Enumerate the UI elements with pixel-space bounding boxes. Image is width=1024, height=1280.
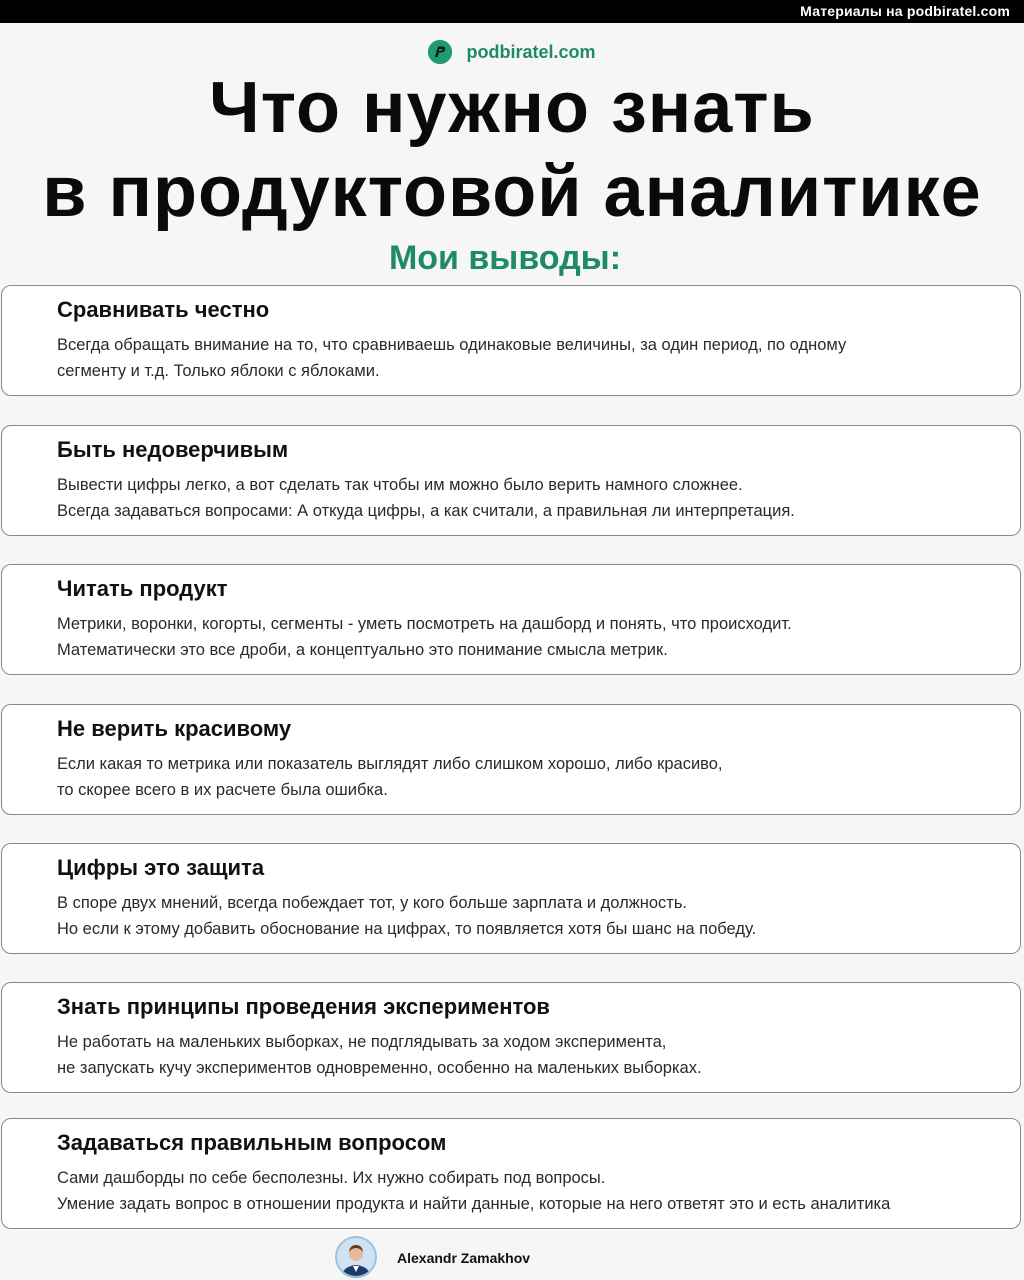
- brand-name[interactable]: podbiratel.com: [466, 41, 596, 62]
- card-body-line: Математически это все дроби, а концептуально это понимание смысла метрик.: [57, 641, 668, 659]
- author-avatar: [335, 1236, 377, 1278]
- card-body-line: Сами дашборды по себе бесполезны. Их нужно собирать под вопросы.: [57, 1169, 606, 1187]
- top-bar-text: Материалы на podbiratel.com: [800, 3, 1010, 19]
- card-body-line: Если какая то метрика или показатель выглядят либо слишком хорошо, либо красиво,: [57, 755, 723, 773]
- brand: [0, 40, 1024, 64]
- card-compare-honestly: [1, 285, 1021, 396]
- card-right-question: [1, 1118, 1021, 1229]
- card-title: Цифры это защита: [57, 855, 265, 880]
- card-title: Читать продукт: [57, 576, 228, 601]
- card-body-line: В споре двух мнений, всегда побеждает тот, у кого больше зарплата и должность.: [57, 894, 688, 912]
- card-body: [57, 890, 756, 942]
- page-title-line-2: в продуктовой аналитике: [42, 152, 982, 232]
- card-read-product: [1, 564, 1021, 675]
- card-body: [57, 332, 846, 384]
- card-title: Сравнивать честно: [57, 297, 270, 322]
- card-title: Задаваться правильным вопросом: [57, 1130, 447, 1155]
- card-body: [57, 1165, 890, 1217]
- card-be-distrustful: [1, 425, 1021, 536]
- card-body-line: не запускать кучу экспериментов одновременно, особенно на маленьких выборках.: [57, 1059, 702, 1077]
- page-title-line-1: Что нужно знать: [209, 68, 815, 148]
- card-body-line: Всегда задаваться вопросами: А откуда цифры, а как считали, а правильная ли интерпретация.: [57, 502, 795, 520]
- card-body-line: Метрики, воронки, когорты, сегменты - уметь посмотреть на дашборд и понять, что происходит.: [57, 615, 792, 633]
- brand-logo-icon: [428, 40, 452, 64]
- top-bar: [0, 0, 1024, 23]
- page-subtitle: Мои выводы:: [388, 239, 622, 277]
- card-title: Быть недоверчивым: [57, 437, 289, 462]
- card-body-line: Всегда обращать внимание на то, что сравниваешь одинаковые величины, за один период, по одному: [57, 336, 847, 354]
- card-numbers-protection: [1, 843, 1021, 954]
- card-dont-trust-beautiful: [1, 704, 1021, 815]
- card-body-line: Не работать на маленьких выборках, не подглядывать за ходом эксперимента,: [57, 1033, 667, 1051]
- card-body: [57, 751, 723, 803]
- card-body: [57, 472, 795, 524]
- author-name: Alexandr Zamakhov: [397, 1250, 531, 1266]
- card-body-line: Вывести цифры легко, а вот сделать так чтобы им можно было верить намного сложнее.: [57, 476, 743, 494]
- card-experiment-principles: [1, 982, 1021, 1093]
- page-title: [0, 66, 1024, 234]
- card-body: [57, 1029, 702, 1081]
- card-title: Знать принципы проведения экспериментов: [57, 994, 550, 1019]
- author: [0, 1236, 1024, 1280]
- card-body: [57, 611, 792, 663]
- card-body-line: то скорее всего в их расчете была ошибка.: [57, 781, 388, 799]
- card-body-line: сегменту и т.д. Только яблоки с яблоками.: [57, 362, 380, 380]
- card-body-line: Умение задать вопрос в отношении продукта и найти данные, которые на него ответят это и есть аналитика: [57, 1195, 891, 1213]
- card-title: Не верить красивому: [57, 716, 292, 741]
- card-body-line: Но если к этому добавить обоснование на цифрах, то появляется хотя бы шанс на победу.: [57, 920, 757, 938]
